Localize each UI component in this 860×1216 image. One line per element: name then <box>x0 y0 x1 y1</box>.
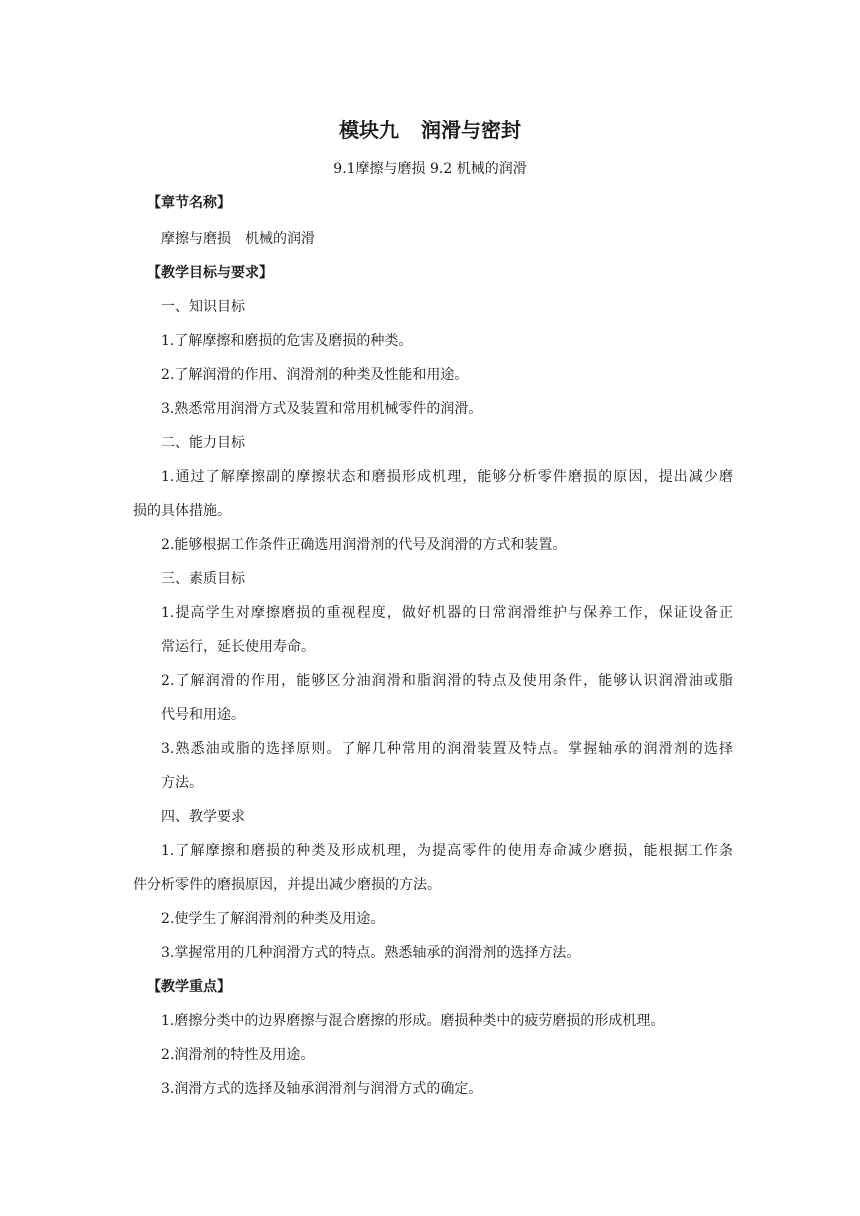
key-point-3: 3.润滑方式的选择及轴承润滑剂与润滑方式的确定。 <box>161 1081 483 1097</box>
ability-goal-1-line-2: 损的具体措施。 <box>133 503 231 519</box>
ability-goals-heading: 二、能力目标 <box>161 435 245 451</box>
quality-goal-2-line-2: 代号和用途。 <box>161 707 245 723</box>
knowledge-goal-2: 2.了解润滑的作用、润滑剂的种类及性能和用途。 <box>161 367 469 383</box>
quality-goal-1-line-1: 1.提高学生对摩擦磨损的重视程度，做好机器的日常润滑维护与保养工作，保证设备正 <box>161 605 733 621</box>
knowledge-goals-heading: 一、知识目标 <box>161 299 245 315</box>
key-point-2: 2.润滑剂的特性及用途。 <box>161 1047 315 1063</box>
title-topic: 润滑与密封 <box>421 118 521 142</box>
quality-goal-3-line-2: 方法。 <box>161 775 203 791</box>
title-module: 模块九 <box>339 118 399 142</box>
knowledge-goal-3: 3.熟悉常用润滑方式及装置和常用机械零件的润滑。 <box>161 401 483 417</box>
quality-goal-1-line-2: 常运行，延长使用寿命。 <box>161 639 315 655</box>
key-point-1: 1.磨擦分类中的边界磨擦与混合磨擦的形成。磨损种类中的疲劳磨损的形成机理。 <box>161 1013 665 1029</box>
ability-goal-2: 2.能够根据工作条件正确选用润滑剂的代号及润滑的方式和装置。 <box>161 537 567 553</box>
chapter-name: 摩擦与磨损 机械的润滑 <box>161 231 315 247</box>
teaching-requirements-heading: 四、教学要求 <box>161 809 245 825</box>
quality-goal-2-line-1: 2.了解润滑的作用，能够区分油润滑和脂润滑的特点及使用条件，能够认识润滑油或脂 <box>161 673 733 689</box>
requirement-1-line-1: 1.了解摩擦和磨损的种类及形成机理，为提高零件的使用寿命减少磨损，能根据工作条 <box>161 843 733 859</box>
quality-goal-3-line-1: 3.熟悉油或脂的选择原则。了解几种常用的润滑装置及特点。掌握轴承的润滑剂的选择 <box>161 741 733 757</box>
section-chapter-heading: 【章节名称】 <box>147 195 231 211</box>
quality-goals-heading: 三、素质目标 <box>161 571 245 587</box>
requirement-1-line-2: 件分析零件的磨损原因，并提出减少磨损的方法。 <box>133 877 441 893</box>
ability-goal-1-line-1: 1.通过了解摩擦副的摩擦状态和磨损形成机理，能够分析零件磨损的原因，提出减少磨 <box>161 469 733 485</box>
section-goals-heading: 【教学目标与要求】 <box>147 265 273 281</box>
requirement-2: 2.使学生了解润滑剂的种类及用途。 <box>161 911 385 927</box>
section-key-points-heading: 【教学重点】 <box>147 979 231 995</box>
requirement-3: 3.掌握常用的几种润滑方式的特点。熟悉轴承的润滑剂的选择方法。 <box>161 945 581 961</box>
knowledge-goal-1: 1.了解摩擦和磨损的危害及磨损的种类。 <box>161 333 413 349</box>
document-title <box>0 114 860 143</box>
document-subtitle: 9.1摩擦与磨损 9.2 机械的润滑 <box>333 161 527 177</box>
